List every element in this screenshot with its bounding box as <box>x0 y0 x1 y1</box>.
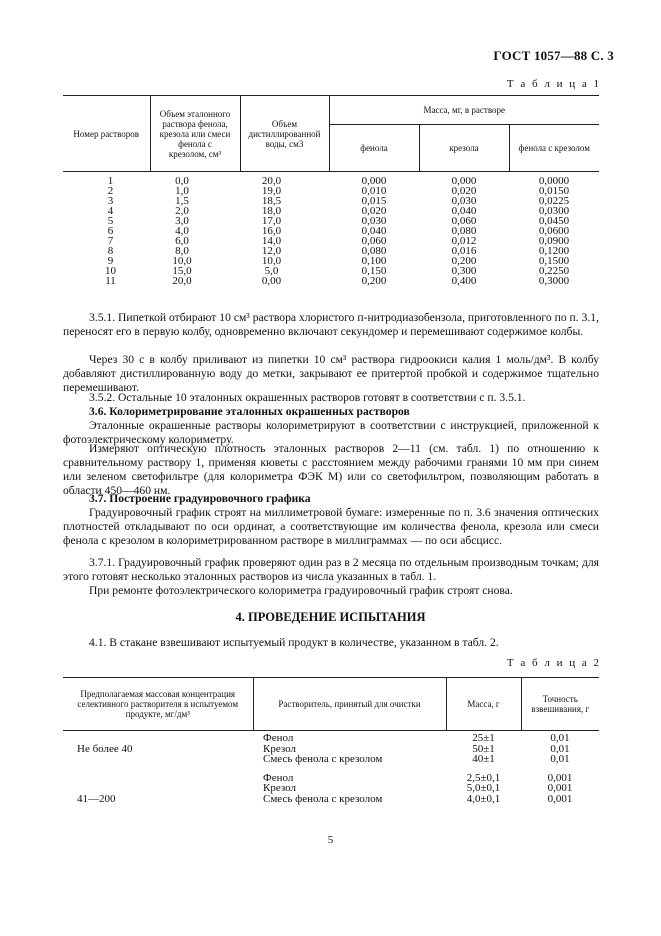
table-row: 5 3,0 17,0 0,030 0,060 0,0450 <box>107 215 570 227</box>
table-row: 7 6,0 14,0 0,060 0,012 0,0900 <box>107 235 570 247</box>
heading-3-6: 3.6. Колориметрирование эталонных окрашенных растворов <box>89 405 410 418</box>
paragraph-3-7-a: Градуировочный график строят на миллиметровой бумаге: измеренные по п. 3.6 значения оптических плотностей откладывают по оси ординат, а соответствующие им количества фенола, крезола или смеси фенола с крезолом в колориметрированном растворе в миллиграммах — по оси абсцисс. <box>63 506 599 547</box>
table-row: 2 1,0 19,0 0,010 0,020 0,0150 <box>107 185 570 197</box>
t1-header-mass-group: Масса, мг, в растворе <box>329 96 599 125</box>
t2-header-accuracy: Точность взвешивания, г <box>521 678 599 731</box>
table-row: 1 0,0 20,0 0,000 0,000 0,0000 <box>107 175 570 187</box>
paragraph-3-7-1: 3.7.1. Градуировочный график проверяют один раз в 2 месяца по отдельным производным точкам; для этого готовят несколько эталонных растворов из числа указанных в табл. 1. <box>63 556 599 583</box>
table1-caption: Т а б л и ц а 1 <box>506 78 601 90</box>
t1-header-phenol: фенола <box>329 125 419 172</box>
table-row: 11 20,0 0,00 0,200 0,400 0,3000 <box>105 275 570 287</box>
paragraph-3-5-1-cont: Через 30 с в колбу приливают из пипетки 10 см³ раствора гидроокиси калия 1 моль/дм³. В колбу добавляют дистиллированную воду до метки, закрывают ее притертой пробкой и содержимое тщательно перемешивают. <box>63 353 599 394</box>
section-4-title: 4. ПРОВЕДЕНИЕ ИСПЫТАНИЯ <box>235 610 426 624</box>
table-row: Не более 40 Фенол Крезол Смесь фенола с крезолом 25±1 50±1 40±1 0,01 0,01 0,01 <box>63 733 599 765</box>
table2 <box>63 677 599 804</box>
table2-caption: Т а б л и ц а 2 <box>506 657 601 669</box>
table-row: 4 2,0 18,0 0,020 0,040 0,0300 <box>107 205 570 217</box>
table-row: 41—200 Фенол Крезол Смесь фенола с крезолом 2,5±0,1 5,0±0,1 4,0±0,1 0,001 0,001 0,001 <box>63 765 599 805</box>
t1-header-volume-standard: Объем эталонного раствора фенола, крезола или смеси фенола с крезолом, см³ <box>150 96 240 172</box>
t2-range-2: 41—200 <box>77 792 116 805</box>
paragraph-3-6-a: Эталонные окрашенные растворы колориметрируют в соответствии с инструкцией, приложенной к фотоэлектрическому колориметру. <box>63 419 599 446</box>
t1-header-phenol-cresol: фенола с крезолом <box>509 125 599 172</box>
paragraph-3-5-1: 3.5.1. Пипеткой отбирают 10 см³ раствора хлористого п-нитродиазобензола, приготовленного по п. 3.1, переносят его в первую колбу, одновременно включают секундомер и перемешивают содержимое колбы. <box>63 311 599 338</box>
paragraph-3-7-1-cont: При ремонте фотоэлектрического колориметра градуировочный график строят снова. <box>89 584 513 597</box>
table-row: 9 10,0 10,0 0,100 0,200 0,1500 <box>107 255 570 267</box>
paragraph-4-1: 4.1. В стакане взвешивают испытуемый продукт в количестве, указанном в табл. 2. <box>89 636 499 649</box>
t2-range-1: Не более 40 <box>77 742 133 755</box>
table-row: 6 4,0 16,0 0,040 0,080 0,0600 <box>107 225 570 237</box>
t2-header-mass: Масса, г <box>446 678 521 731</box>
t1-body <box>63 176 599 286</box>
table1 <box>63 95 599 286</box>
t1-header-volume-water: Объем дистиллированной воды, см3 <box>240 96 329 172</box>
page-number: 5 <box>327 834 334 846</box>
t2-header-concentration: Предполагаемая массовая концентрация селективного растворителя в испытуемом продукте, мг/дм³ <box>63 678 253 731</box>
paragraph-3-6-b: Измеряют оптическую плотность эталонных растворов 2—11 (см. табл. 1) по отношению к сравнительному раствору 1, применяя кюветы с расстоянием между рабочими гранями 10 мм при синем или зеленом светофильтре (для колориметра ФЭК М) или со светофильтром, позволяющим работать в области 450—460 нм. <box>63 442 599 497</box>
document-header: ГОСТ 1057—88 С. 3 <box>493 48 614 63</box>
table-row: 8 8,0 12,0 0,080 0,016 0,1200 <box>107 245 570 257</box>
t1-header-cresol: крезола <box>419 125 509 172</box>
heading-3-7: 3.7. Построение градуировочного графика <box>89 492 311 505</box>
table-row: 10 15,0 5,0 0,150 0,300 0,2250 <box>105 265 570 277</box>
t1-header-number: Номер растворов <box>63 96 150 172</box>
table-row: 3 1,5 18,5 0,015 0,030 0,0225 <box>107 195 570 207</box>
paragraph-3-5-2: 3.5.2. Остальные 10 эталонных окрашенных растворов готовят в соответствии с п. 3.5.1. <box>89 391 526 404</box>
t2-header-solvent: Растворитель, принятый для очистки <box>253 678 446 731</box>
